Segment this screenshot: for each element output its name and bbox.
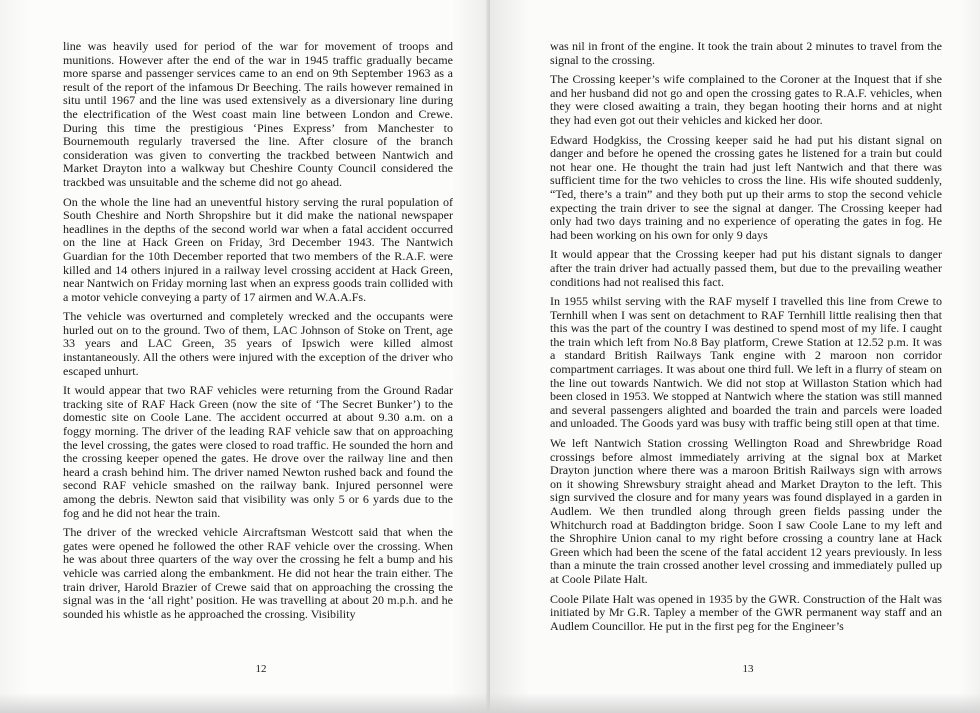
paragraph: It would appear that the Crossing keeper had put his distant signals to danger after the train driver had actually passed them, but due to the prevailing weather conditions had not realised this fact. (550, 247, 942, 289)
paragraph: It would appear that two RAF vehicles were returning from the Ground Radar tracking site of RAF Hack Green (now the site of ‘The Secret Bunker’) to the domestic site on Coole Lane. The accident occurred at about 9.30 a.m. on a foggy morning. The driver of the leading RAF vehicle saw that on approaching the level crossing, the gates were closed to road traffic. He sounded the horn and the crossing keeper opened the gates. He drove over the railway line and then heard a crash behind him. The driver named Newton rushed back and found the second RAF vehicle smashed on the railway bank. Injured personnel were among the debris. Newton said that visibility was only 5 or 6 yards due to the fog and he did not hear the train. (63, 383, 453, 520)
paragraph: The vehicle was overturned and completely wrecked and the occupants were hurled out on to the ground. Two of them, LAC Johnson of Stoke on Trent, age 33 years and LAC Green, 35 years of Ipswich were killed almost instantaneously. All the others were injured with the exception of the driver who escaped unhurt. (63, 309, 453, 378)
paragraph: On the whole the line had an uneventful history serving the rural population of South Cheshire and North Shropshire but it did make the national newspaper headlines in the depths of the second world war when a fatal accident occurred on the line at Hack Green on Friday, 3rd December 1943. The Nantwich Guardian for the 10th December reported that two members of the R.A.F. were killed and 14 others injured in a railway level crossing accident at Hack Green, near Nantwich on Friday morning last when an express goods train collided with a motor vehicle conveying a party of 17 airmen and W.A.A.Fs. (63, 194, 453, 304)
left-page-text (63, 40, 453, 627)
paragraph: line was heavily used for period of the war for movement of troops and munitions. However after the end of the war in 1945 traffic gradually became more sparse and passenger services came to an end on 9th September 1963 as a result of the report of the infamous Dr Beeching. The rails however remained in situ until 1967 and the line was used extensively as a diversionary line during the electrification of the West coast main line between London and Crewe. During this time the prestigious ‘Pines Express’ from Manchester to Bournemouth regularly traversed the line. After closure of the branch consideration was given to converting the trackbed between Nantwich and Market Drayton into a walkway but Cheshire County Council considered the trackbed was unsuitable and the scheme did not go ahead. (63, 39, 453, 189)
right-page-text (550, 40, 942, 639)
paragraph: The driver of the wrecked vehicle Aircraftsman Westcott said that when the gates were opened he followed the other RAF vehicle over the crossing. When he was about three quarters of the way over the crossing he felt a bump and his vehicle was carried along the embankment. He did not hear the train either. The train driver, Harold Brazier of Crewe said that on approaching the crossing the signal was in the ‘all right’ position. He was travelling at about 20 m.p.h. and he sounded his whistle as he approached the crossing. Visibility (63, 525, 453, 621)
paragraph: The Crossing keeper’s wife complained to the Coroner at the Inquest that if she and her husband did not go and open the crossing gates to R.A.F. vehicles, when they were closed awaiting a train, they began hooting their horns and at night they had even got out their vehicles and kicked her door. (550, 72, 942, 127)
right-page (490, 0, 980, 713)
paragraph: We left Nantwich Station crossing Wellington Road and Shrewbridge Road crossings before almost immediately arriving at the signal box at Market Drayton junction where there was a maroon British Railways sign with arrows on it showing Shrewsbury straight ahead and Market Drayton to the left. This sign survived the closure and for many years was found displayed in a garden in Audlem. We then trundled along through green fields passing under the Whitchurch road at Baddington bridge. Soon I saw Coole Lane to my left and the Shrophire Union canal to my right before crossing a country lane at Hack Green which had been the scene of the fatal accident 12 years previously. In less than a minute the train crossed another level crossing and immediately pulled up at Coole Pilate Halt. (550, 436, 942, 586)
page-number-right: 13 (742, 663, 754, 675)
paragraph: Edward Hodgkiss, the Crossing keeper said he had put his distant signal on danger and before he opened the crossing gates he listened for a train but could not hear one. He thought the train had just left Nantwich and that there was sufficient time for the two vehicles to cross the line. His wife shouted suddenly, “Ted, there’s a train” and they both put up their arms to stop the second vehicle expecting the train driver to see the signal at danger. The Crossing keeper had only had two days training and no experience of operating the gates in fog. He had been working on his own for only 9 days (550, 132, 942, 242)
paragraph: In 1955 whilst serving with the RAF myself I travelled this line from Crewe to Ternhill when I was sent on detachment to RAF Ternhill little realising then that this was the part of the country I was destined to spend most of my life. I caught the train which left from No.8 Bay platform, Crewe Station at 12.52 p.m. It was a standard British Railways Tank engine with 2 maroon non corridor compartment carriages. It was about one third full. We left in a flurry of steam on the line out towards Nantwich. We did not stop at Willaston Station which had been closed in 1953. We stopped at Nantwich where the station was still manned and several passengers alighted and boarded the train and parcels were loaded and unloaded. The Goods yard was busy with traffic being still open at that time. (550, 294, 942, 431)
paragraph: Coole Pilate Halt was opened in 1935 by the GWR. Construction of the Halt was initiated by Mr G.R. Tapley a member of the GWR permanent way staff and an Audlem Councillor. He put in the first peg for the Engineer’s (550, 591, 942, 633)
page-number-left: 12 (255, 663, 267, 675)
page-bottom-shadow (0, 693, 980, 713)
paragraph: was nil in front of the engine. It took the train about 2 minutes to travel from the signal to the crossing. (550, 39, 942, 67)
